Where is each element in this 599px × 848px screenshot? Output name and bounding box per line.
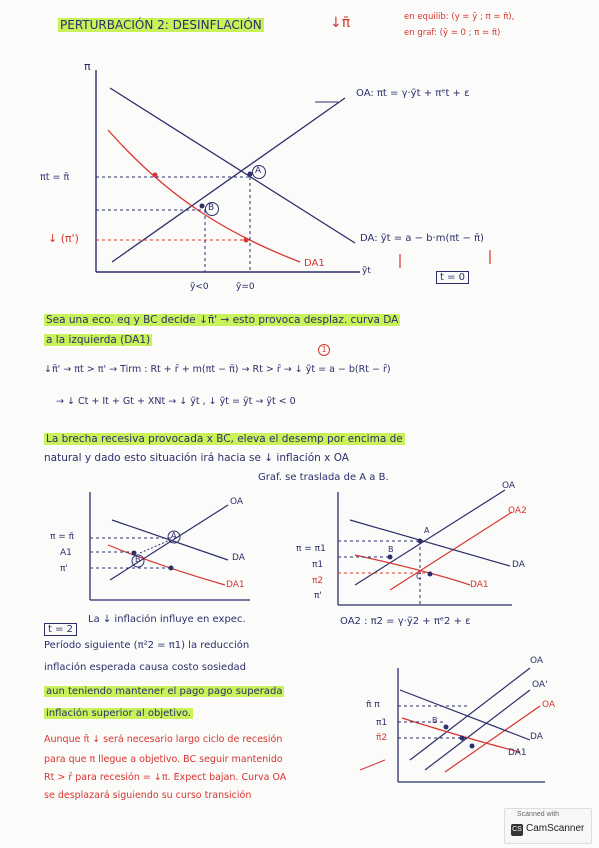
graph2-oa-label: OA xyxy=(230,497,244,507)
paragraph-3-highlight-2: inflación superior al objetivo. xyxy=(46,708,192,719)
paragraph-3-line-1: La ↓ inflación influye en expec. xyxy=(88,614,246,625)
equation-line-2: → ↓ Ct + It + Gt + XNt → ↓ ỹt , ↓ ỹt = ỹt → ỹt < 0 xyxy=(56,396,296,407)
graph2-tick-2: A1 xyxy=(60,548,72,558)
graph2-tick-3: π' xyxy=(60,564,68,574)
paragraph-2-highlight: La brecha recesiva provocada x BC, eleva el desemp por encima de xyxy=(46,433,403,445)
graph4-tick-2: π1 xyxy=(376,718,388,728)
graph2-da-label: DA xyxy=(232,553,245,563)
graph4-point-b: B xyxy=(432,716,438,725)
graph3-point-b: B xyxy=(388,545,394,554)
graph3-point-a: A xyxy=(424,526,430,535)
graph3-tick-3: π2 xyxy=(312,576,324,586)
scanner-watermark xyxy=(504,808,592,844)
graph3-tick-4: π' xyxy=(314,591,322,601)
paragraph-3-line-3: inflación esperada causa costo sosiedad xyxy=(44,662,247,673)
time-box: t = 0 xyxy=(436,271,469,284)
paragraph-3-line-2: Período siguiente (π²2 = π1) la reducción xyxy=(44,640,250,651)
graph4-oa-prime-label: OA' xyxy=(532,680,548,690)
graph4-tick-1: π̄ π xyxy=(366,700,380,710)
graph1-x-axis-label: ỹt xyxy=(362,266,371,276)
graph4-da-label: DA xyxy=(530,732,543,742)
graph1-da-label: DA: ỹt = a − b·m(πt − π̄) xyxy=(360,233,484,244)
title-highlight: PERTURBACIÓN 2: DESINFLACIÓN xyxy=(60,18,262,32)
watermark-caption: Scanned with xyxy=(517,811,560,818)
graph1-y-axis-label: π xyxy=(84,60,91,73)
graph4-oa-label: OA xyxy=(530,656,544,666)
oa2-equation: OA2 : π2 = γ·ỹ2 + πᵉ2 + ε xyxy=(340,616,471,627)
graph1-tick-pi-prime: ↓ (π') xyxy=(48,232,79,245)
camscanner-logo-icon: CS xyxy=(511,824,523,836)
paragraph-4-line-1: Aunque π̄ ↓ será necesario largo ciclo de recesión xyxy=(44,734,283,745)
graph3-da1-label: DA1 xyxy=(470,580,489,590)
graph1-tick-pi: πt = π̄ xyxy=(40,172,70,183)
paragraph-1-highlight: Sea una eco. eq y BC decide ↓π̄' → esto provoca desplaz. curva DA xyxy=(46,314,399,326)
paragraph-4-line-4: se desplazará siguiendo su curso transición xyxy=(44,790,252,801)
paragraph-4-line-3: Rt > r̄ para recesión = ↓π. Expect bajan. Curva OA xyxy=(44,772,287,783)
paragraph-1-highlight-2: a la izquierda (DA1) xyxy=(46,334,151,346)
graph3-point-c: C xyxy=(416,572,422,581)
graph3-tick-1: π = π1 xyxy=(296,544,326,554)
graph3-tick-2: π1 xyxy=(312,560,324,570)
watermark-brand: CamScanner xyxy=(526,823,585,834)
title-arrow: ↓π̄ xyxy=(330,15,351,31)
graph4-tick-3: π̄2 xyxy=(376,733,388,743)
equilibrium-note-1: en equilib: (y = ȳ ; π = π̄), xyxy=(404,12,515,22)
equilibrium-note-2: en graf: (ȳ = 0 ; π = π̄) xyxy=(404,28,501,38)
graph3-da-label: DA xyxy=(512,560,525,570)
graph4-oa-red-label: OA xyxy=(542,700,556,710)
equation-line-1: ↓π̄' → πt > π' → Tirm : Rt + r̄ + m(πt − π̄) → Rt > r̄ → ↓ ỹt = a − b(Rt − r̄) xyxy=(44,364,391,375)
paragraph-4-line-2: para que π llegue a objetivo. BC seguir mantenido xyxy=(44,754,283,765)
graph1-oa-label: OA: πt = γ·ỹt + πᵉt + ε xyxy=(356,88,470,99)
graph1-tick-x2: ỹ=0 xyxy=(236,282,255,292)
graph2-point-a: A xyxy=(171,531,177,540)
t2-box: t = 2 xyxy=(44,623,77,636)
graph1-point-a: A xyxy=(255,166,262,176)
paragraph-2-line-2: natural y dado esto situación irá hacia se ↓ inflación x OA xyxy=(44,452,349,464)
graph2-da1-label: DA1 xyxy=(226,580,245,590)
graph1-tick-x1: ỹ<0 xyxy=(190,282,209,292)
graph1-da1-label: DA1 xyxy=(304,258,325,269)
graph1-point-b: B xyxy=(208,203,215,213)
graph2-point-b: B xyxy=(135,555,141,564)
paragraph-3-highlight: aun teniendo mantener el pago pago superada xyxy=(46,686,283,697)
graph2-tick-1: π = π̄ xyxy=(50,532,75,542)
graph3-oa2-label: OA2 xyxy=(508,506,527,516)
equation-circle-note: 1 xyxy=(318,344,330,356)
graph4-da1-label: DA1 xyxy=(508,748,527,758)
paragraph-2-line-3: Graf. se traslada de A a B. xyxy=(258,472,389,483)
graph3-oa-label: OA xyxy=(502,481,516,491)
